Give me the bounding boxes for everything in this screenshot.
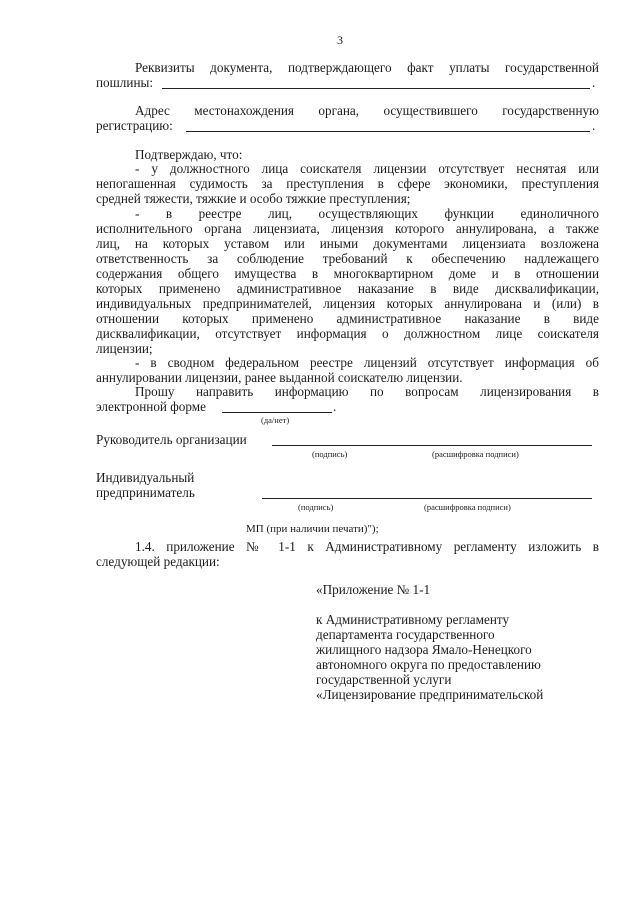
- confirm-line-3: средней тяжести, тяжкие и особо тяжкие преступления;: [96, 191, 411, 206]
- address-line-2: регистрацию:: [96, 118, 173, 133]
- appendix-line-1: к Административному регламенту: [316, 612, 510, 627]
- ip-label-line-1: Индивидуальный: [96, 470, 195, 485]
- ip-decrypt-caption: (расшифровка подписи): [424, 502, 511, 512]
- appendix-line-6: «Лицензирование предпринимательской: [316, 687, 544, 702]
- confirm-line-13: лицензии;: [96, 341, 153, 356]
- head-org-label: Руководитель организации: [96, 432, 247, 447]
- request-fill-line: [222, 412, 332, 413]
- address-dot: .: [592, 118, 596, 133]
- requisites-dot: .: [592, 75, 596, 90]
- confirm-line-2: непогашенная судимость за преступления в сфере экономики, преступления: [96, 176, 599, 191]
- request-line-1: Прошу направить информацию по вопросам лицензирования в: [135, 384, 599, 399]
- confirm-line-7: ответственность за соблюдение требований к обеспечению надлежащего: [96, 251, 599, 266]
- confirm-line-10: индивидуальных предпринимателей, лицензия которых аннулирована и (или) в: [96, 296, 599, 311]
- item-1-4-line-1: 1.4. приложение № 1-1 к Административному регламенту изложить в: [135, 539, 599, 554]
- head-org-decrypt-caption: (расшифровка подписи): [432, 449, 519, 459]
- requisites-line-1: Реквизиты документа, подтверждающего факт уплаты государственной: [135, 60, 599, 75]
- ip-sign-line: [262, 498, 592, 499]
- requisites-fill-line: [162, 88, 590, 89]
- ip-sign-caption: (подпись): [298, 502, 334, 512]
- appendix-line-2: департамента государственного: [316, 627, 495, 642]
- head-org-sign-caption: (подпись): [312, 449, 348, 459]
- appendix-line-5: государственной услуги: [316, 672, 452, 687]
- address-fill-line: [186, 131, 590, 132]
- confirm-line-11: отношении которых применено административное наказание в виде: [96, 311, 599, 326]
- address-line-1: Адрес местонахождения органа, осуществившего государственную: [135, 103, 599, 118]
- item-1-4-line-2: следующей редакции:: [96, 554, 220, 569]
- confirm-line-8: содержания общего имущества в многоквартирном доме и в отношении: [96, 266, 599, 281]
- confirm-line-6: лиц, на которых уставом или иными документами лицензиата возложена: [96, 236, 599, 251]
- request-caption: (да/нет): [261, 415, 290, 425]
- ip-label-line-2: предприниматель: [96, 485, 195, 500]
- confirm-line-14: - в сводном федеральном реестре лицензий отсутствует информация об: [135, 355, 599, 370]
- request-line-2: электронной форме: [96, 399, 206, 414]
- confirm-line-1: - у должностного лица соискателя лицензии отсутствует неснятая или: [135, 161, 599, 176]
- appendix-title: «Приложение № 1-1: [316, 582, 431, 597]
- appendix-line-3: жилищного надзора Ямало-Ненецкого: [316, 642, 532, 657]
- confirm-heading: Подтверждаю, что:: [135, 147, 243, 162]
- requisites-line-2: пошлины:: [96, 75, 154, 90]
- page-number: 3: [337, 33, 343, 47]
- request-dot: .: [333, 399, 337, 414]
- head-org-sign-line: [272, 445, 592, 446]
- confirm-line-9: которых применено административное наказание в виде дисквалификации,: [96, 281, 599, 296]
- stamp-note: МП (при наличии печати)");: [246, 523, 379, 535]
- confirm-line-4: - в реестре лиц, осуществляющих функции единоличного: [135, 206, 599, 221]
- confirm-line-15: аннулировании лицензии, ранее выданной соискателю лицензии.: [96, 370, 463, 385]
- confirm-line-5: исполнительного органа лицензиата, лицензия которого аннулирована, а также: [96, 221, 599, 236]
- appendix-line-4: автономного округа по предоставлению: [316, 657, 541, 672]
- confirm-line-12: дисквалификации, отсутствует информация о должностном лице соискателя: [96, 326, 599, 341]
